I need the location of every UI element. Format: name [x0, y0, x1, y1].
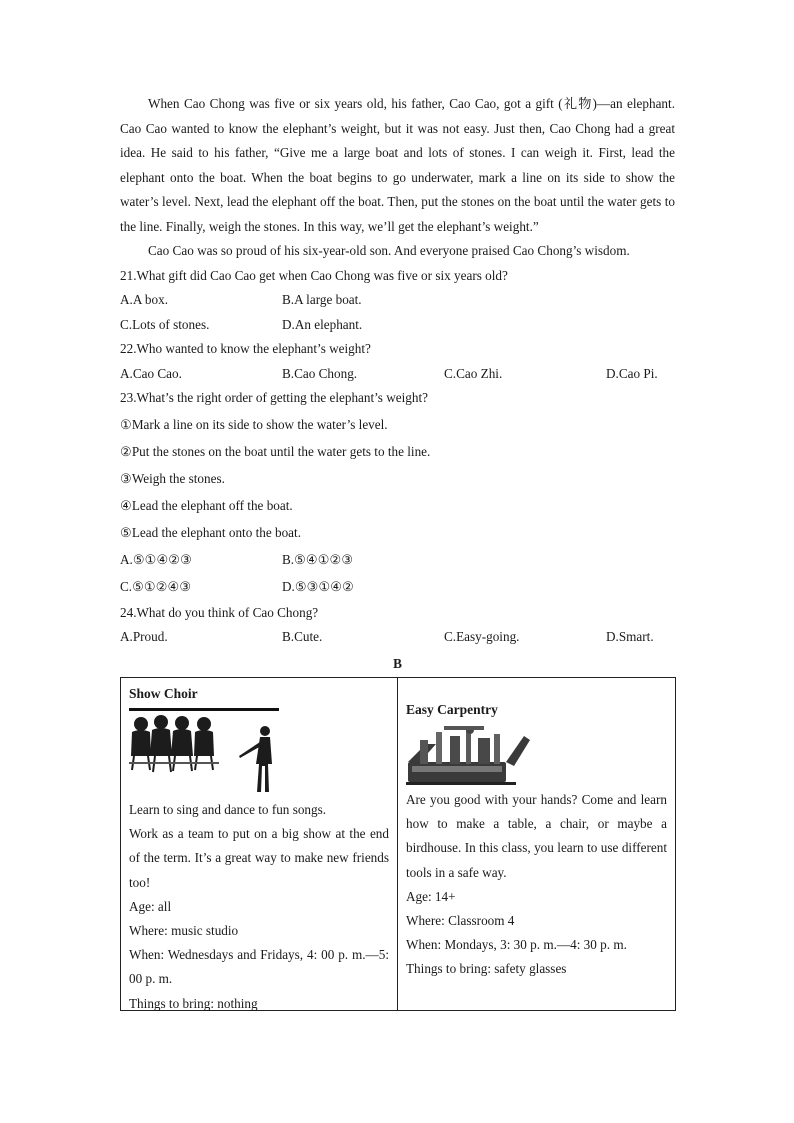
question-23-stem: 23.What’s the right order of getting the elephant’s weight?	[120, 390, 428, 405]
show-choir-title: Show Choir	[129, 686, 198, 701]
section-b-label: B	[393, 655, 402, 671]
option-21-a[interactable]: A.A box.	[120, 292, 168, 307]
question-24-options	[120, 625, 675, 650]
option-22-c[interactable]: C.Cao Zhi.	[444, 365, 503, 381]
option-24-c[interactable]: C.Easy-going.	[444, 629, 520, 644]
option-22-d[interactable]: D.Cao Pi.	[606, 365, 658, 381]
question-22-stem: 22.Who wanted to know the elephant’s weight?	[120, 341, 371, 356]
show-choir-desc-2: Work as a team to put on a big show at the end of the term. It’s a great way to make new friends too!	[129, 826, 389, 890]
question-23-options-row1	[120, 546, 675, 574]
option-23-a[interactable]: A.⑤①④②③	[120, 551, 192, 567]
question-23-options-row2	[120, 573, 675, 601]
question-21-stem: 21.What gift did Cao Cao get when Cao Chong was five or six years old?	[120, 267, 508, 283]
easy-carpentry-bring: Things to bring: safety glasses	[406, 961, 567, 977]
step-item: ①Mark a line on its side to show the water’s level.	[120, 416, 388, 432]
option-24-b[interactable]: B.Cute.	[282, 629, 323, 644]
show-choir-card	[121, 678, 398, 1010]
show-choir-age: Age: all	[129, 898, 172, 914]
question-21-options-row1	[120, 288, 675, 313]
step-item: ⑤Lead the elephant onto the boat.	[120, 524, 301, 540]
toolbox-illustration-icon	[406, 722, 534, 788]
option-24-d[interactable]: D.Smart.	[606, 629, 654, 644]
option-24-a[interactable]: A.Proud.	[120, 629, 168, 644]
show-choir-bring: Things to bring: nothing	[129, 995, 258, 1011]
easy-carpentry-card	[398, 678, 675, 1010]
club-ads-table	[120, 677, 676, 1011]
show-choir-where: Where: music studio	[129, 923, 239, 939]
option-22-a[interactable]: A.Cao Cao.	[120, 365, 182, 381]
step-item: ③Weigh the stones.	[120, 470, 225, 486]
option-23-b[interactable]: B.⑤④①②③	[282, 551, 354, 567]
passage-paragraph-1: When Cao Chong was five or six years old, his father, Cao Cao, got a gift (礼物)—an elephant. Cao Cao wanted to know the elephant’s weight, but it was not easy. Just then, Cao Chong had a great idea. He said to his father, “Give me a large boat and lots of stones. I can weigh it. First, lead the elephant onto the boat. When the boat begins to go underwater, mark a line on its side to show the water’s level. Next, lead the elephant off the boat. Then, put the stones on the boat until the water gets to the line. Finally, weigh the stones. In this way, we’ll get the elephant’s weight.”	[120, 96, 675, 234]
question-21-options-row2	[120, 313, 675, 338]
option-21-d[interactable]: D.An elephant.	[282, 316, 363, 332]
step-item: ②Put the stones on the boat until the water gets to the line.	[120, 443, 431, 459]
option-21-c[interactable]: C.Lots of stones.	[120, 316, 210, 332]
exam-page	[120, 92, 675, 676]
show-choir-when: When: Wednesdays and Fridays, 4: 00 p. m.—5: 00 p. m.	[129, 947, 389, 987]
option-21-b[interactable]: B.A large boat.	[282, 292, 362, 307]
option-23-d[interactable]: D.⑤③①④②	[282, 579, 354, 594]
option-23-c[interactable]: C.⑤①②④③	[120, 579, 192, 594]
easy-carpentry-where: Where: Classroom 4	[406, 913, 515, 929]
passage-paragraph-2: Cao Cao was so proud of his six-year-old son. And everyone praised Cao Chong’s wisdom.	[148, 243, 630, 258]
show-choir-desc-1: Learn to sing and dance to fun songs.	[129, 802, 327, 817]
option-22-b[interactable]: B.Cao Chong.	[282, 365, 358, 381]
easy-carpentry-age: Age: 14+	[406, 888, 456, 904]
question-22-options	[120, 362, 675, 387]
step-item: ④Lead the elephant off the boat.	[120, 497, 293, 513]
question-24-stem: 24.What do you think of Cao Chong?	[120, 604, 319, 620]
easy-carpentry-desc: Are you good with your hands? Come and learn how to make a table, a chair, or maybe a birdhouse. In this class, you learn to use different tools in a safe way.	[406, 792, 667, 880]
choir-illustration-icon	[129, 706, 279, 798]
easy-carpentry-title: Easy Carpentry	[406, 702, 498, 717]
easy-carpentry-when: When: Mondays, 3: 30 p. m.—4: 30 p. m.	[406, 937, 627, 953]
